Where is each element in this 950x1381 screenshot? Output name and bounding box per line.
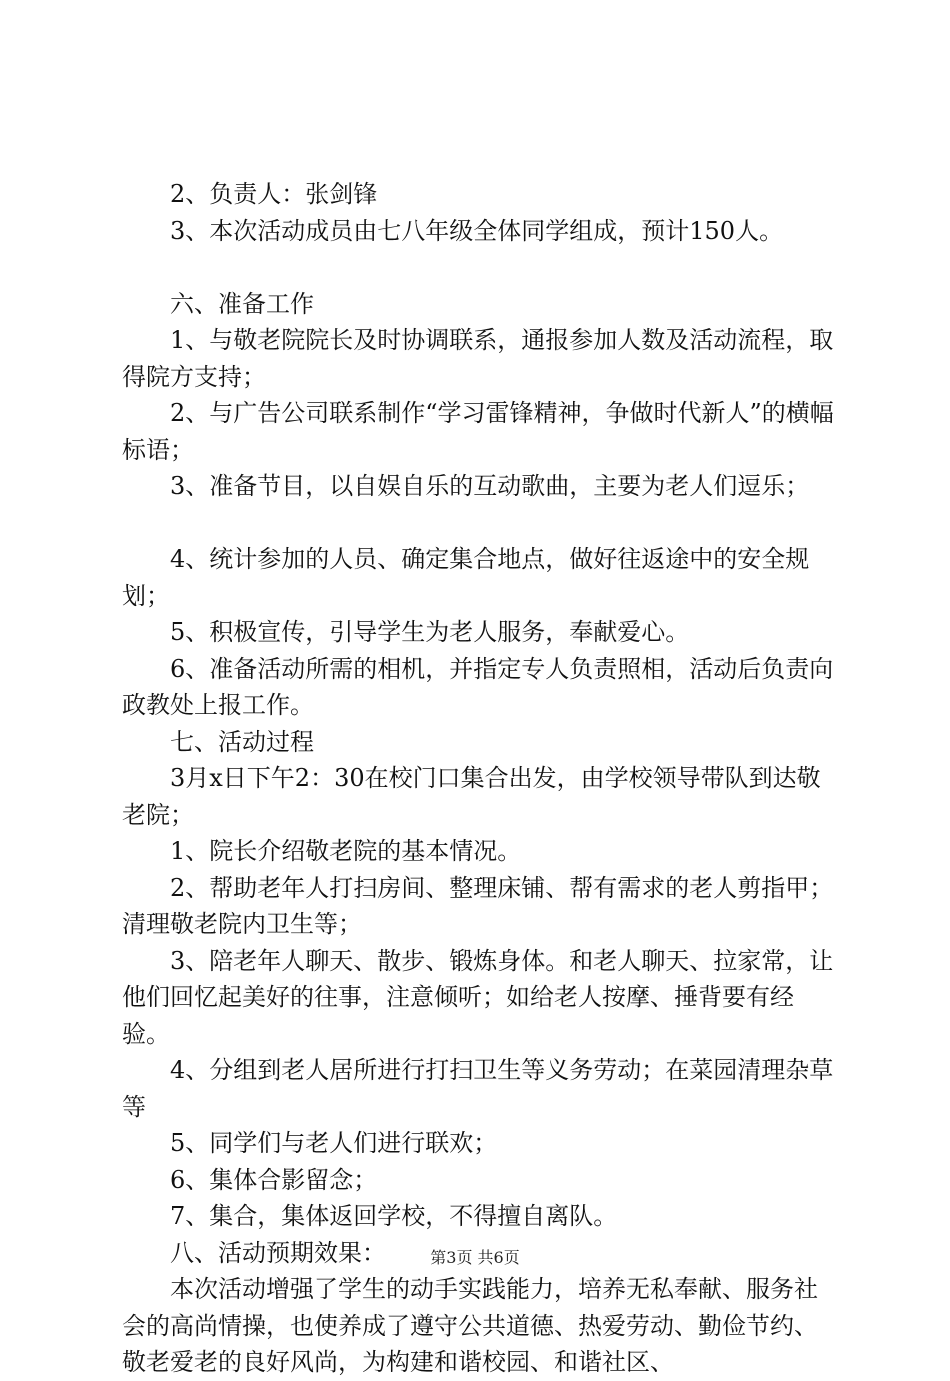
paragraph: 3、本次活动成员由七八年级全体同学组成，预计150人。 <box>170 216 784 245</box>
paragraph: 4、统计参加的人员、确定集合地点，做好往返途中的安全规划； <box>122 545 810 610</box>
paragraph: 1、与敬老院院长及时协调联系，通报参加人数及活动流程，取得院方支持； <box>122 326 834 391</box>
paragraph: 4、分组到老人居所进行打扫卫生等义务劳动；在菜园清理杂草等 <box>122 1056 834 1121</box>
page-number-footer: 第3页 共6页 <box>430 1248 520 1267</box>
paragraph: 3、陪老年人聊天、散步、锻炼身体。和老人聊天、拉家常，让他们回忆起美好的往事，注意倾听；如给老人按摩、捶背要有经验。 <box>122 946 834 1048</box>
paragraph: 3月x日下午2：30在校门口集合出发，由学校领导带队到达敬老院； <box>122 764 821 829</box>
section-heading: 七、活动过程 <box>170 727 314 756</box>
paragraph: 2、与广告公司联系制作“学习雷锋精神，争做时代新人”的横幅标语； <box>122 399 834 464</box>
blank-line <box>122 249 834 286</box>
blank-line <box>122 505 834 542</box>
paragraph: 5、同学们与老人们进行联欢； <box>170 1129 498 1157</box>
paragraph: 2、帮助老年人打扫房间、整理床铺、帮有需求的老人剪指甲；清理敬老院内卫生等； <box>122 873 834 938</box>
paragraph: 1、院长介绍敬老院的基本情况。 <box>170 837 522 865</box>
paragraph: 5、积极宣传，引导学生为老人服务，奉献爱心。 <box>170 618 690 646</box>
paragraph: 6、准备活动所需的相机，并指定专人负责照相，活动后负责向政教处上报工作。 <box>122 654 834 719</box>
paragraph: 3、准备节目，以自娱自乐的互动歌曲，主要为老人们逗乐； <box>170 472 810 500</box>
paragraph: 2、负责人：张剑锋 <box>170 180 378 208</box>
paragraph: 6、集体合影留念； <box>170 1165 378 1194</box>
paragraph: 本次活动增强了学生的动手实践能力，培养无私奉献、服务社会的高尚情操，也使养成了遵守公共道德、热爱劳动、勤俭节约、敬老爱老的良好风尚，为构建和谐校园、和谐社区、 <box>122 1275 818 1376</box>
section-heading: 八、活动预期效果： <box>170 1238 386 1267</box>
document-body <box>122 176 834 1381</box>
paragraph: 7、集合，集体返回学校，不得擅自离队。 <box>170 1202 618 1230</box>
section-heading: 六、准备工作 <box>170 289 314 318</box>
